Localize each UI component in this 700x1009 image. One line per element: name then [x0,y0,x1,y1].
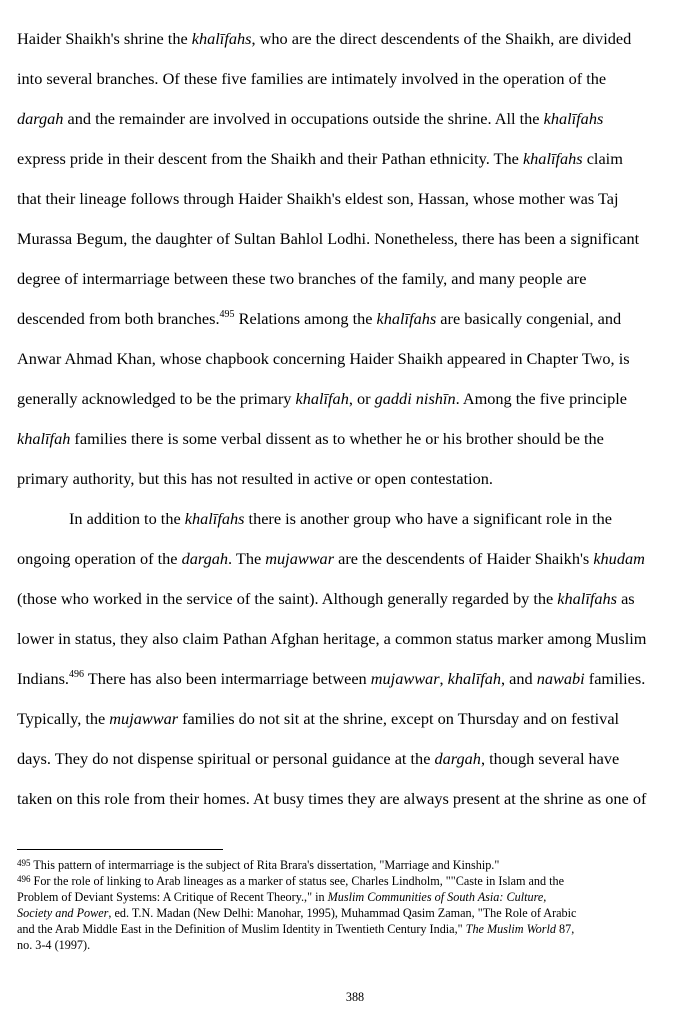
paragraph-1 [17,19,693,499]
italic-term: dargah [434,749,481,768]
text-line [17,299,693,339]
italic-term: dargah [17,109,64,128]
text-span: families. [584,669,646,688]
text-line: that their lineage follows through Haider Shaikh's eldest son, Hassan, whose mother was Taj [17,189,619,208]
footnote-line [17,905,693,921]
text-span: , [439,669,448,688]
italic-term: khalīfahs [184,509,245,528]
text-span: there is another group who have a significant role in the [244,509,613,528]
text-line [17,659,693,699]
italic-term: khalīfah [295,389,349,408]
text-line [17,499,693,539]
text-line [17,579,693,619]
footnote-line [17,889,693,905]
text-line: primary authority, but this has not resulted in active or open contestation. [17,469,493,488]
text-span: In addition to the [69,509,185,528]
text-line [17,379,693,419]
text-span: . The [228,549,266,568]
italic-term: dargah [181,549,229,568]
text-span: days. They do not dispense spiritual or personal guidance at the [17,749,435,768]
footnote-line [17,873,693,889]
document-page [17,0,693,1009]
text-span: (those who worked in the service of the saint). Although generally regarded by the [17,589,558,608]
text-line [17,539,693,579]
italic-term: nawabi [536,669,585,688]
italic-term: mujawwar [370,669,440,688]
text-span: families do not sit at the shrine, except on Thursday and on festival [178,709,620,728]
footnote-number: 496 [17,874,31,884]
italic-term: khalīfah [17,429,71,448]
page-number: 388 [345,990,365,1004]
text-line [17,19,693,59]
paragraph-2 [17,499,693,819]
text-span: , who are the direct descendents of the Shaikh, are divided [251,29,632,48]
text-span: Relations among the [234,309,377,328]
italic-term: mujawwar [109,709,179,728]
footnote-reference: 495 [219,309,235,320]
text-span: descended from both branches. [17,309,220,328]
text-span: Indians. [17,669,69,688]
footnote-text: For the role of linking to Arab lineages as a marker of status see, Charles Lindholm, ""Caste in Islam and the [30,874,565,888]
text-span: as [617,589,635,608]
text-span: express pride in their descent from the Shaikh and their Pathan ethnicity. The [17,149,523,168]
italic-term: khalīfahs [557,589,617,608]
text-line: degree of intermarriage between these two branches of the family, and many people are [17,269,587,288]
text-span: . Among the five principle [455,389,627,408]
text-line [17,419,693,459]
text-span: claim [582,149,623,168]
footnote-text: and the Arab Middle East in the Definition of Muslim Identity in Twentieth Century India," [17,922,466,936]
text-span: Haider Shaikh's shrine the [17,29,192,48]
text-span: , though several have [480,749,620,768]
footnote-495 [17,857,693,873]
footnote-title: Muslim Communities of South Asia: Culture, [327,890,547,904]
text-span: are the descendents of Haider Shaikh's [334,549,594,568]
text-span: Typically, the [17,709,110,728]
italic-term: khalīfahs [522,149,583,168]
text-line: Anwar Ahmad Khan, whose chapbook concerning Haider Shaikh appeared in Chapter Two, is [17,349,630,368]
italic-term: gaddi nishīn [374,389,456,408]
footnote-title: Society and Power [17,906,109,920]
text-line: into several branches. Of these five families are intimately involved in the operation of the [17,69,607,88]
footnote-number: 495 [17,858,31,868]
text-line: lower in status, they also claim Pathan Afghan heritage, a common status marker among Muslim [17,629,647,648]
text-span: , or [348,389,375,408]
text-line: Murassa Begum, the daughter of Sultan Bahlol Lodhi. Nonetheless, there has been a significant [17,229,640,248]
italic-term: khudam [593,549,645,568]
footnote-text: This pattern of intermarriage is the subject of Rita Brara's dissertation, "Marriage and Kinship." [30,858,500,872]
italic-term: khalīfahs [543,109,604,128]
body-text [17,19,693,819]
text-span: generally acknowledged to be the primary [17,389,296,408]
footnotes [17,857,693,953]
footnote-reference: 496 [69,669,84,680]
text-span: There has also been intermarriage between [84,669,371,688]
footnote-divider [17,849,223,850]
footnote-line [17,921,693,937]
footnote-text: , ed. T.N. Madan (New Delhi: Manohar, 1995), Muhammad Qasim Zaman, "The Role of Arabic [108,906,577,920]
text-span: and the remainder are involved in occupations outside the shrine. All the [63,109,544,128]
footnote-text: 87, [555,922,575,936]
text-line [17,699,693,739]
italic-term: khalīfahs [191,29,252,48]
text-span: ongoing operation of the [17,549,182,568]
italic-term: mujawwar [265,549,335,568]
text-span: are basically congenial, and [436,309,622,328]
footnote-text: Problem of Deviant Systems: A Critique of Recent Theory.," in [17,890,328,904]
footnote-line: no. 3-4 (1997). [17,938,91,952]
text-line [17,99,693,139]
text-line [17,739,693,779]
text-span: families there is some verbal dissent as to whether he or his brother should be the [70,429,604,448]
text-span: , and [501,669,537,688]
text-line: taken on this role from their homes. At busy times they are always present at the shrine as one of [17,789,647,808]
italic-term: khalīfah [447,669,502,688]
italic-term: khalīfahs [376,309,437,328]
text-line [17,139,693,179]
footnote-line [17,857,693,873]
footnote-496 [17,873,693,953]
footnote-title: The Muslim World [465,922,556,936]
